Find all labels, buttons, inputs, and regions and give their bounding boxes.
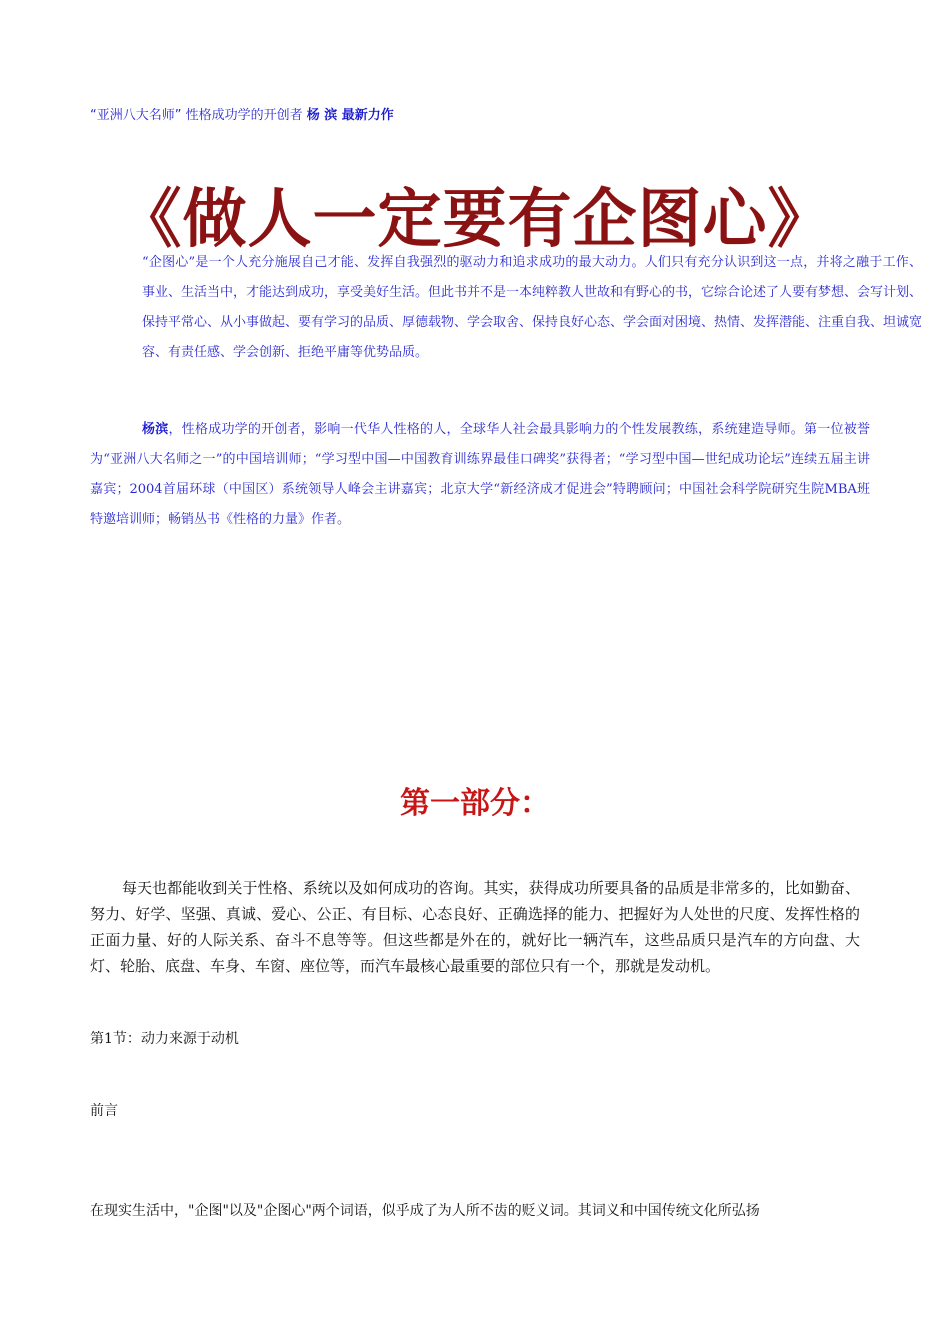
author-name: 杨滨 (142, 422, 169, 437)
section-heading: 第1节：动力来源于动机 (90, 1031, 239, 1047)
intro-paragraph: “企图心”是一个人充分施展自己才能、发挥自我强烈的驱动力和追求成功的最大动力。人们只有充分认识到这一点，并将之融于工作、事业、生活当中，才能达到成功，享受美好生活。但此书并不是一本纯粹教人世故和有野心的书，它综合论述了人要有梦想、会写计划、保持平常心、从小事做起、要有学习的品质、厚德载物、学会取舍、保持良好心态、学会面对困境、热情、发挥潜能、注重自我、坦诚宽容、有责任感、学会创新、拒绝平庸等优势品质。 (142, 255, 923, 360)
body-paragraph-2: 在现实生活中，"企图"以及"企图心"两个词语，似乎成了为人所不齿的贬义词。其词义和中国传统文化所弘扬 (90, 1203, 760, 1219)
tagline (90, 104, 394, 123)
book-title: 《做人一定要有企图心》 (117, 183, 833, 257)
tagline-prefix: “亚洲八大名师” 性格成功学的开创者 (90, 108, 303, 123)
author-bio (90, 415, 870, 535)
foreword-heading: 前言 (90, 1103, 118, 1119)
body-paragraph-1: 每天也都能收到关于性格、系统以及如何成功的咨询。其实，获得成功所要具备的品质是非常多的，比如勤奋、努力、好学、坚强、真诚、爱心、公正、有目标、心态良好、正确选择的能力、把握好为人处世的尺度、发挥性格的正面力量、好的人际关系、奋斗不息等等。但这些都是外在的，就好比一辆汽车，这些品质只是汽车的方向盘、大灯、轮胎、底盘、车身、车窗、座位等，而汽车最核心最重要的部位只有一个，那就是发动机。 (90, 879, 860, 975)
author-bio-text: ，性格成功学的开创者，影响一代华人性格的人，全球华人社会最具影响力的个性发展教练，系统建造导师。第一位被誉为“亚洲八大名师之一”的中国培训师；“学习型中国—中国教育训练界最佳口碑奖”获得者；“学习型中国—世纪成功论坛”连续五届主讲嘉宾；2004首届环球（中国区）系统领导人峰会主讲嘉宾；北京大学“新经济成才促进会”特聘顾问；中国社会科学院研究生院MBA班特邀培训师；畅销丛书《性格的力量》作者。 (90, 422, 870, 527)
part-title: 第一部分： (400, 786, 550, 821)
tagline-author: 杨 滨 最新力作 (306, 108, 394, 123)
